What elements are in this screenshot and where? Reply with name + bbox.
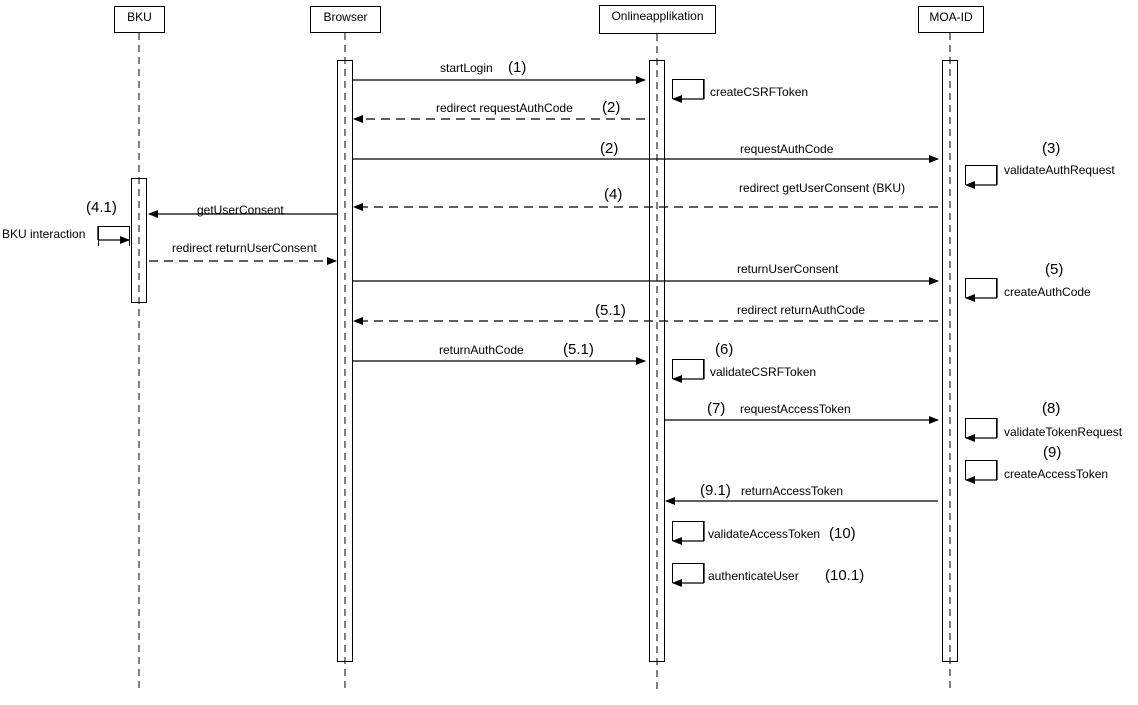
message-number-5-1a: (5.1) <box>595 302 626 319</box>
message-label-bku-interaction: BKU interaction <box>2 227 86 241</box>
message-number-10: (10) <box>829 525 856 542</box>
lifeline-header-moaid[interactable] <box>918 6 984 33</box>
self-call-box-createaccesstoken <box>965 460 997 480</box>
message-number-3: (3) <box>1042 140 1061 157</box>
message-label-returnuserconsent: returnUserConsent <box>737 262 839 276</box>
message-number-2a: (2) <box>602 99 621 116</box>
message-label-redirect-returnuserconsent: redirect returnUserConsent <box>172 241 317 255</box>
message-number-1: (1) <box>508 59 527 76</box>
message-label-authenticateuser: authenticateUser <box>708 569 799 583</box>
message-number-9: (9) <box>1043 444 1062 461</box>
self-call-box-validatetokenrequest <box>965 418 997 438</box>
message-number-8: (8) <box>1042 400 1061 417</box>
message-number-7: (7) <box>707 400 726 417</box>
activation-bar-bku <box>131 178 147 303</box>
message-number-6: (6) <box>715 341 734 358</box>
message-number-4-1: (4.1) <box>86 199 117 216</box>
activation-bar-browser <box>337 60 353 662</box>
lifeline-label: Onlineapplikation <box>611 9 704 23</box>
message-number-10-1: (10.1) <box>825 567 865 584</box>
self-call-box-validateauthrequest <box>965 165 997 185</box>
self-call-box-validateaccesstoken <box>672 521 704 541</box>
self-call-box-validatecsrftoken <box>672 359 704 379</box>
message-label-requestaccesstoken: requestAccessToken <box>740 402 851 416</box>
self-call-box-createcsrftoken <box>672 79 704 99</box>
lifeline-label: BKU <box>127 10 152 24</box>
lifeline-header-bku[interactable] <box>114 6 165 33</box>
lifeline-header-browser[interactable] <box>310 6 381 33</box>
message-label-startlogin: startLogin <box>440 61 493 75</box>
message-label-redirect-returnauthcode: redirect returnAuthCode <box>737 303 866 317</box>
message-number-9-1: (9.1) <box>700 482 731 499</box>
message-label-redirect-getuserconsent: redirect getUserConsent (BKU) <box>739 181 906 195</box>
message-number-5-1b: (5.1) <box>563 341 594 358</box>
activation-bar-moaid <box>942 60 958 662</box>
message-number-4: (4) <box>604 186 623 203</box>
message-label-validateaccesstoken: validateAccessToken <box>708 527 821 541</box>
message-label-createauthcode: createAuthCode <box>1004 285 1091 299</box>
lifeline-label: Browser <box>323 10 368 24</box>
lifeline-header-onlineapplikation[interactable] <box>599 5 716 34</box>
message-label-returnaccesstoken: returnAccessToken <box>741 484 844 498</box>
message-number-5: (5) <box>1045 261 1064 278</box>
activation-bar-onlineapplikation <box>649 60 665 662</box>
message-label-validatetokenrequest: validateTokenRequest <box>1004 425 1123 439</box>
message-label-createcsrftoken: createCSRFToken <box>710 85 809 99</box>
message-label-redirect-requestauthcode: redirect requestAuthCode <box>436 101 573 115</box>
message-number-2b: (2) <box>600 140 619 157</box>
lifeline-label: MOA-ID <box>929 10 973 24</box>
message-label-validateauthrequest: validateAuthRequest <box>1004 163 1115 177</box>
message-label-createaccesstoken: createAccessToken <box>1004 467 1109 481</box>
message-label-returnauthcode: returnAuthCode <box>439 343 524 357</box>
message-label-validatecsrftoken: validateCSRFToken <box>710 365 817 379</box>
self-call-box-createauthcode <box>965 278 997 298</box>
self-call-box-authenticateuser <box>672 563 704 583</box>
self-call-box-bku-interaction <box>98 226 130 246</box>
message-label-requestauthcode: requestAuthCode <box>740 142 834 156</box>
message-label-getuserconsent: getUserConsent <box>197 203 284 217</box>
